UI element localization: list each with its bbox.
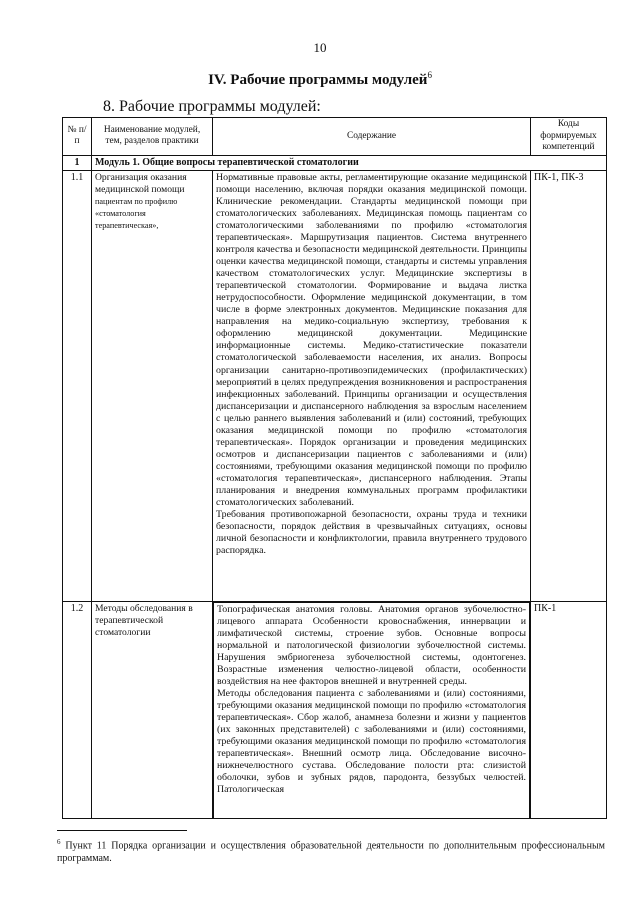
heading-footnote-marker: 6 <box>427 70 432 80</box>
footnote-text: Пункт 11 Порядка организации и осуществления образовательной деятельности по дополнительным профессиональным программам. <box>57 840 605 865</box>
subsection-heading: 8. Рабочие программы модулей: <box>103 98 321 115</box>
row-name: Методы обследования в терапевтической стоматологии <box>92 601 213 819</box>
header-codes: Коды формируемых компетенций <box>531 118 607 156</box>
modules-table <box>62 117 607 819</box>
section-heading <box>0 70 640 89</box>
row-name <box>92 170 213 601</box>
row-content <box>213 170 531 601</box>
row-content-paragraph: Топографическая анатомия головы. Анатомия органов зубочелюстно-лицевого аппарата Особенности кровоснабжения, иннервации и лимфатической системы, строение зубов. Основные вопросы нормальной и патологической физиологии зубочелюстной системы. Нарушения эмбриогенеза зубочелюстной системы, одонтогенез. Возрастные изменения челюстно-лицевой области, особенности воздействия на нее факторов внешней и внутренней среды. <box>217 603 526 687</box>
header-num: № п/п <box>63 118 92 156</box>
row-codes: ПК-1, ПК-3 <box>531 170 607 601</box>
footnote <box>57 836 605 865</box>
row-num: 1.2 <box>63 601 92 819</box>
table-row <box>63 601 607 819</box>
row-name-small-text: пациентам по профилю «стоматология терапевтическая», <box>95 196 178 230</box>
header-content: Содержание <box>213 118 531 156</box>
row-name-text: Организация оказания медицинской помощи <box>95 171 187 195</box>
page-number: 10 <box>313 40 327 55</box>
module-num: 1 <box>63 155 92 170</box>
footnote-divider <box>57 830 187 831</box>
footnote-marker: 6 <box>57 838 61 846</box>
row-content-paragraph: Методы обследования пациента с заболеваниями и (или) состояниями, требующими оказания медицинской помощи по профилю «стоматология терапевтическая». Сбор жалоб, анамнеза болезни и жизни у пациентов (их законных представителей) с заболеваниями и (или) состояниями, требующими оказания медицинской помощи по профилю «стоматология терапевтическая». Внешний осмотр лица. Обследование височно-нижнечелюстного сустава. Обследование полости рта: слизистой оболочки, зубов и зубных рядов, пародонта, беззубых челюстей. Патологическая <box>217 687 526 796</box>
table-header-row <box>63 118 607 156</box>
header-name: Наименование модулей, тем, разделов практики <box>92 118 213 156</box>
module-row <box>63 155 607 170</box>
row-content-paragraph: Нормативные правовые акты, регламентирующие оказание медицинской помощи населению, включая порядки оказания медицинской помощи. Клинические рекомендации. Стандарты медицинской помощи при стоматологических заболеваниях. Медицинская помощь пациентам со стоматологическими заболеваниями по профилю «стоматология терапевтическая». Маршрутизация пациентов. Система внутреннего контроля качества и безопасности медицинской деятельности. Принципы оценки качества медицинской помощи, стандарты и системы управления качеством стоматологических услуг. Медицинские экспертизы в терапевтической стоматологии. Формирование и выдача листка нетрудоспособности. Оформление медицинской документации, в том числе в форме электронных документов. Медицинские показания для направления на медико-социальную экспертизу, требования к оформлению медицинской документации. Медицинские информационные системы. Медико-статистические показатели стоматологической заболеваемости населения, их анализ. Вопросы организации санитарно-противоэпидемических (профилактических) мероприятий в целях предупреждения возникновения и распространения инфекционных заболеваний. Принципы организации и осуществления диспансеризации и диспансерного наблюдения за взрослым населением с целью раннего выявления заболеваний и (или) состояний, требующих оказания медицинской помощи по профилю «стоматология терапевтическая». Порядок организации и проведения медицинских осмотров и диспансеризации пациентов с заболеваниями и (или) состояниями, требующими оказания медицинской помощи по профилю «стоматология терапевтическая», диспансерного наблюдения. Этапы планирования и внедрения коммунальных программ профилактики стоматологических заболеваний. <box>216 171 527 509</box>
table-row <box>63 170 607 601</box>
module-title: Модуль 1. Общие вопросы терапевтической стоматологии <box>92 155 607 170</box>
row-content-paragraph: Требования противопожарной безопасности, охраны труда и техники безопасности, порядок действия в чрезвычайных ситуациях, основы личной безопасности и конфликтологии, правила внутреннего трудового распорядка. <box>216 509 527 557</box>
row-content <box>213 602 530 819</box>
row-num: 1.1 <box>63 170 92 601</box>
section-heading-text: IV. Рабочие программы модулей <box>208 72 428 88</box>
row-codes: ПК-1 <box>531 601 607 819</box>
